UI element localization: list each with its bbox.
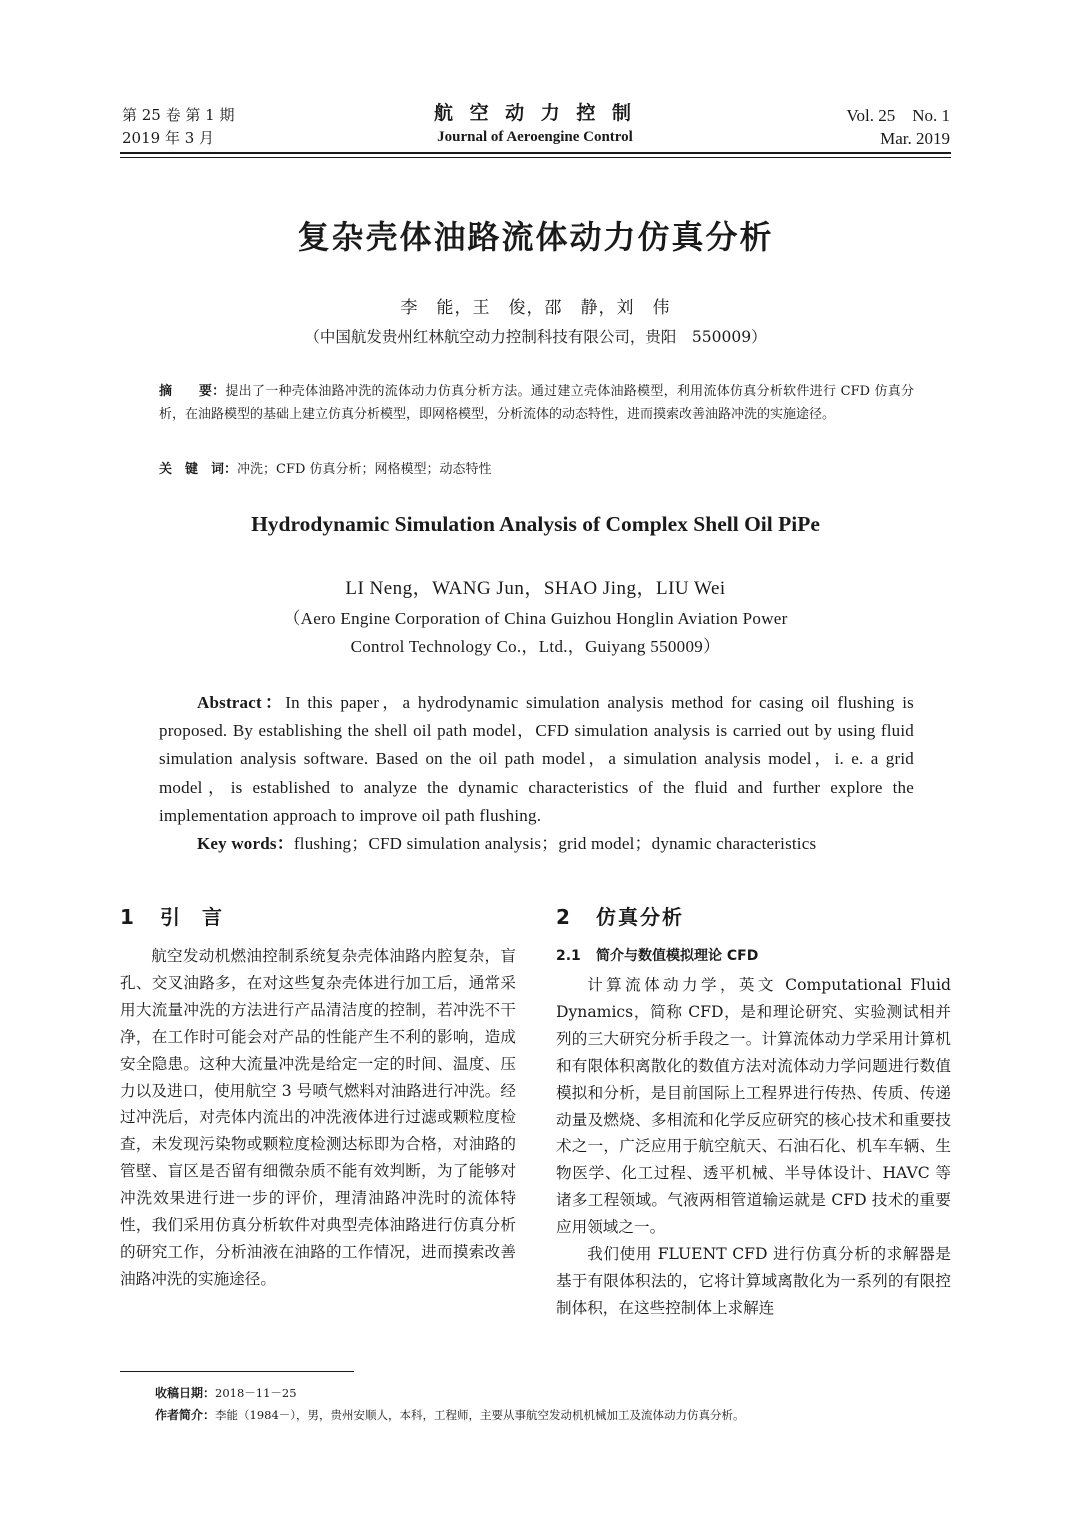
journal-name-en: Journal of Aeroengine Control: [437, 129, 633, 145]
keywords-en-label: Key words：: [197, 834, 294, 853]
subsection-2-1-number: 2.1: [556, 948, 581, 964]
footnote-rule: [120, 1371, 354, 1372]
abstract-cn: [159, 380, 914, 426]
abstract-en-label: Abstract：: [197, 693, 286, 712]
section-2-paragraph-2: 我们使用 FLUENT CFD 进行仿真分析的求解器是基于有限体积法的，它将计算域离散化为一系列的有限控制体积，在这些控制体上求解连: [556, 1245, 951, 1317]
footnote-received: [155, 1382, 745, 1404]
keywords-cn-label: 关 键 词：: [159, 462, 238, 477]
footnotes: [155, 1382, 745, 1426]
keywords-cn-text: 冲洗；CFD 仿真分析；网格模型；动态特性: [237, 462, 492, 477]
abstract-en-text: In this paper，a hydrodynamic simulation analysis method for casing oil flushing is proposed. By establishing the shell oil path model，CFD simulation analysis is carried out by using fluid simulation analysis software. Based on the oil path model，a simulation analysis model，i. e. a grid model，is established to analyze the dynamic characteristics of the fluid and further explore the implementation approach to improve oil path flushing.: [159, 693, 914, 825]
affiliation-en-line2: Control Technology Co.，Ltd.，Guiyang 550009）: [350, 637, 721, 656]
volume-cn: 第 25 卷 第 1 期: [122, 106, 235, 124]
footnote-author: [155, 1404, 745, 1426]
subsection-2-1-title: 简介与数值模拟理论 CFD: [596, 948, 759, 964]
section-1-paragraph: 航空发动机燃油控制系统复杂壳体油路内腔复杂，盲孔、交叉油路多，在对这些复杂壳体进行加工后，通常采用大流量冲洗的方法进行产品清洁度的控制，若冲洗不干净，在工作时可能会对产品的性能产生不利的影响，造成安全隐患。这种大流量冲洗是给定一定的时间、温度、压力以及进口，使用航空 3 号喷气燃料对油路进行冲洗。经过冲洗后，对壳体内流出的冲洗液体进行过滤或颗粒度检查，未发现污染物或颗粒度检测达标即为合格，对油路的管壁、盲区是否留有细微杂质不能有效判断，为了能够对冲洗效果进行进一步的评价，理清油路冲洗时的流体特性，我们采用仿真分析软件对典型壳体油路进行仿真分析的研究工作，分析油液在油路的工作情况，进而摸索改善油路冲洗的实施途径。: [120, 947, 516, 1288]
section-2-body: [556, 972, 951, 1322]
keywords-en-text: flushing；CFD simulation analysis；grid model；dynamic characteristics: [293, 834, 817, 853]
section-2-title: 仿真分析: [596, 905, 684, 929]
abstract-cn-text: 提出了一种壳体油路冲洗的流体动力仿真分析方法。通过建立壳体油路模型，利用流体仿真分析软件进行 CFD 仿真分析，在油路模型的基础上建立仿真分析模型，即网格模型，分析流体的动态特性，进而摸索改善油路冲洗的实施途径。: [159, 384, 914, 422]
journal-name-cn: 航 空 动 力 控 制: [433, 102, 637, 124]
paper-title-cn: 复杂壳体油路流体动力仿真分析: [297, 218, 774, 256]
section-2-heading: [556, 901, 684, 930]
header-rule-thick: [120, 152, 951, 154]
paper-title-en: Hydrodynamic Simulation Analysis of Complex Shell Oil PiPe: [251, 512, 820, 536]
affiliation-en: [0, 605, 1071, 661]
affiliation-en-line1: （Aero Engine Corporation of China Guizhou Honglin Aviation Power: [283, 609, 788, 628]
section-1-heading: [120, 901, 244, 930]
received-label: 收稿日期：: [155, 1386, 216, 1400]
header-rule-thin: [120, 157, 951, 158]
volume-en: Vol. 25 No. 1: [846, 106, 950, 125]
authors-en: LI Neng，WANG Jun，SHAO Jing，LIU Wei: [345, 578, 726, 599]
date-cn: 2019 年 3 月: [122, 129, 215, 147]
abstract-en: [159, 689, 914, 830]
affiliation-cn: （中国航发贵州红林航空动力控制科技有限公司，贵阳 550009）: [304, 328, 767, 346]
keywords-en: [197, 830, 914, 858]
authors-cn: 李 能，王 俊，邵 静，刘 伟: [400, 298, 671, 318]
author-bio-value: 李能（1984－），男，贵州安顺人，本科，工程师，主要从事航空发动机机械加工及流体动力仿真分析。: [215, 1408, 745, 1422]
subsection-2-1-heading: [556, 945, 758, 965]
section-2-number: 2: [556, 905, 570, 929]
abstract-cn-label: 摘 要：: [159, 384, 226, 399]
section-1-title: 引言: [160, 905, 244, 929]
issue-info-cn: [122, 104, 234, 150]
journal-name: [385, 100, 685, 148]
section-2-paragraph-1: 计算流体动力学，英文 Computational Fluid Dynamics，简称 CFD，是和理论研究、实验测试相并列的三大研究分析手段之一。计算流体动力学采用计算机和有限体积离散化的数值方法对流体动力学问题进行数值模拟和分析，是目前国际上工程界进行传热、传质、传递动量及燃烧、多相流和化学反应研究的核心技术和重要技术之一，广泛应用于航空航天、石油石化、机车车辆、生物医学、化工过程、透平机械、半导体设计、HAVC 等诸多工程领域。气液两相管道输运就是 CFD 技术的重要应用领域之一。: [556, 976, 951, 1237]
section-1-body: [120, 943, 516, 1293]
issue-info-en: [846, 104, 950, 150]
author-bio-label: 作者简介：: [155, 1408, 216, 1422]
keywords-cn: [159, 458, 914, 481]
section-1-number: 1: [120, 905, 134, 929]
date-en: Mar. 2019: [880, 129, 950, 148]
received-value: 2018－11－25: [215, 1386, 297, 1400]
